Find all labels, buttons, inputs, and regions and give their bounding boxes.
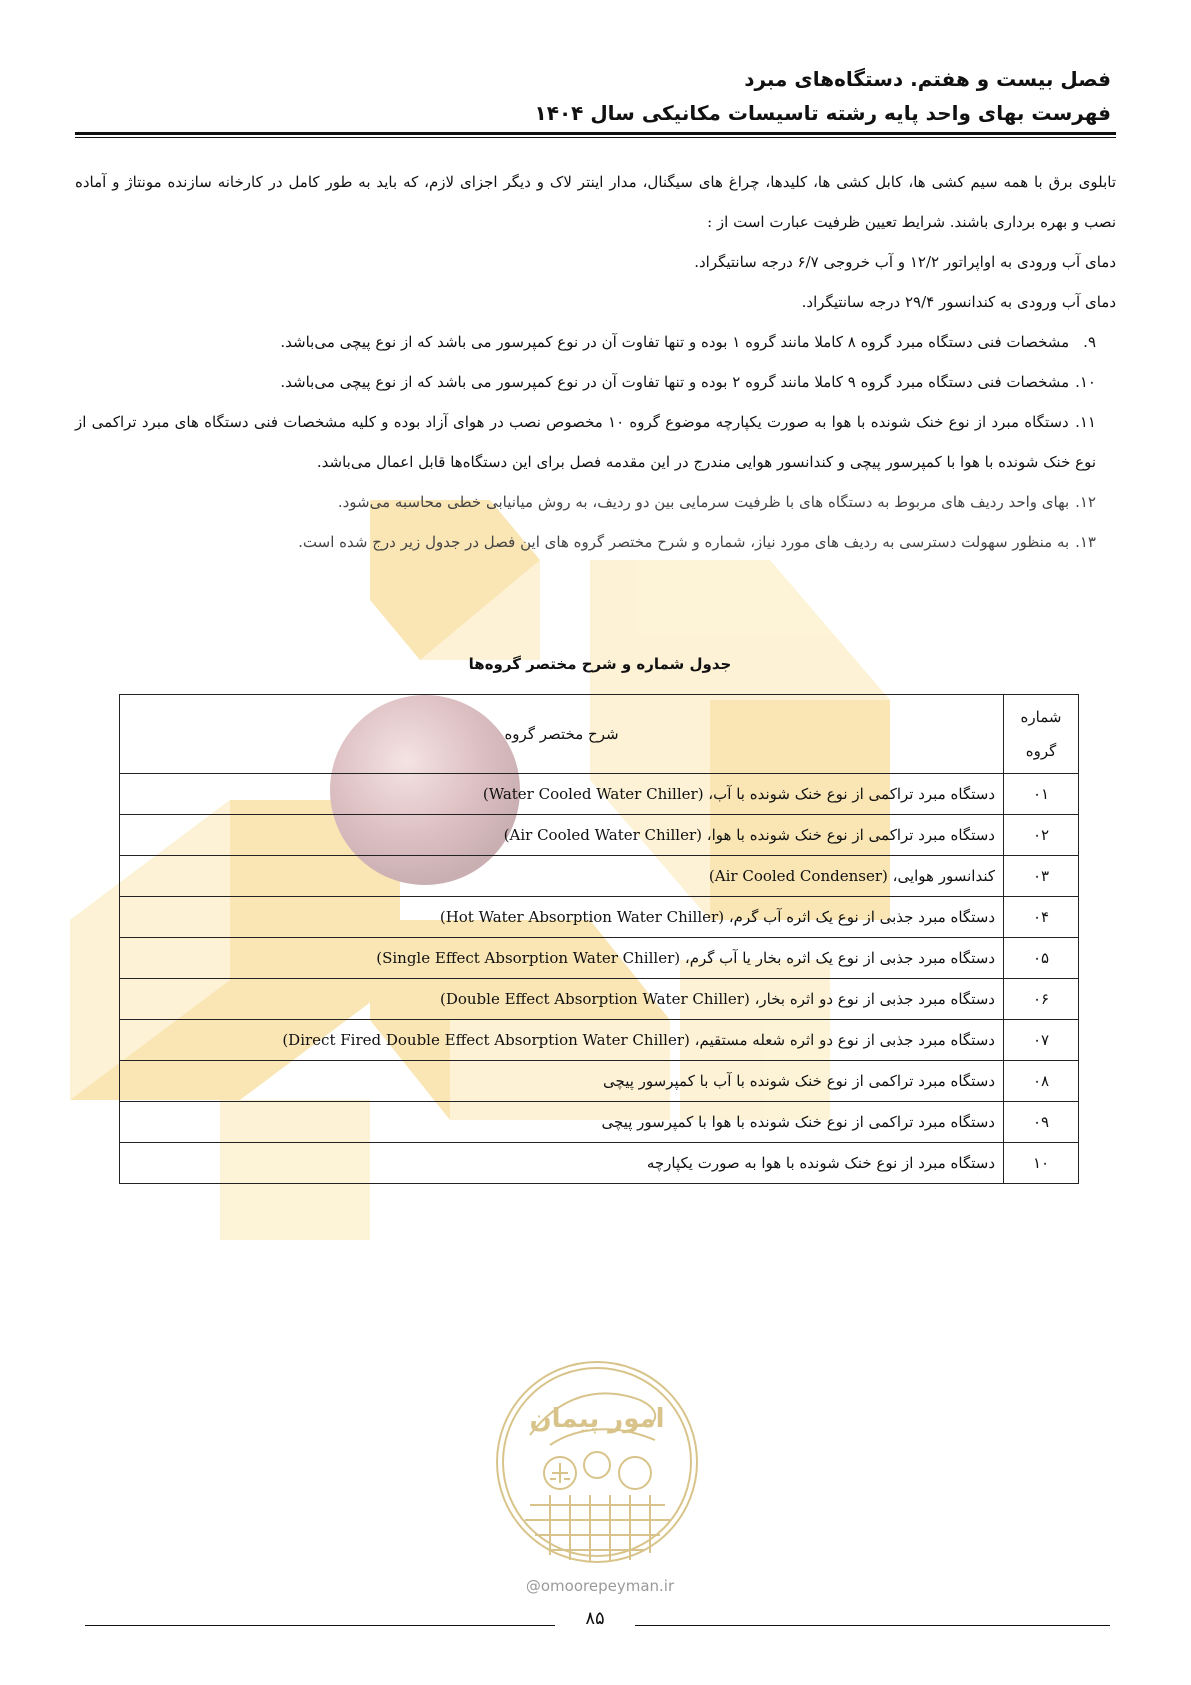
group-description: دستگاه مبرد جذبی از نوع یک اثره بخار یا آب گرم، (Single Effect Absorption Water Chiller) [120,938,1004,979]
note-item [75,362,1116,402]
table-row [120,774,1079,815]
paragraph-panel-description: تابلوی برق با همه سیم کشی ها، کابل کشی ها، کلیدها، چراغ های سیگنال، مدار اینتر لاک و دیگر اجزای لازم، که باید به طور کامل در کارخانه سازنده مونتاژ و آماده نصب و بهره برداری باشند. شرایط تعیین ظرفیت عبارت است از : [75,173,1116,231]
group-description: دستگاه مبرد تراکمی از نوع خنک شونده با هوا، (Air Cooled Water Chiller) [120,815,1004,856]
table-row [120,979,1079,1020]
page-number: ۸۵ [585,1608,605,1629]
groups-table [119,694,1079,1184]
table-row [120,1020,1079,1061]
note-number: ۱۱. [1075,413,1096,431]
note-item [75,522,1116,562]
column-header-description: شرح مختصر گروه [120,695,1004,774]
group-number: ۰۷ [1004,1020,1079,1061]
note-number: ۹. [1083,333,1096,351]
group-number: ۰۳ [1004,856,1079,897]
footer-rule-left [85,1625,555,1626]
group-number: ۰۴ [1004,897,1079,938]
table-row [120,856,1079,897]
group-description: دستگاه مبرد جذبی از نوع دو اثره شعله مستقیم، (Direct Fired Double Effect Absorption Water Chiller) [120,1020,1004,1061]
note-text: دستگاه مبرد از نوع خنک شونده با هوا به صورت یکپارچه موضوع گروه ۱۰ مخصوص نصب در هوای آزاد بوده و کلیه مشخصات فنی دستگاه های مبرد تراکمی از نوع خنک شونده با هوا با کمپرسور پیچی و کندانسور هوایی مندرج در این مقدمه فصل برای این دستگاه‌ها قابل اعمال می‌باشد. [75,413,1096,471]
note-number: ۱۰. [1075,373,1096,391]
note-text: بهای واحد ردیف های مربوط به دستگاه های با ظرفیت سرمایی بین دو ردیف، به روش میانیابی خطی محاسبه می‌شود. [337,493,1070,511]
note-number: ۱۲. [1075,493,1096,511]
note-item [75,322,1116,362]
group-description: کندانسور هوایی، (Air Cooled Condenser) [120,856,1004,897]
logo-url: @omoorepeyman.ir [525,1577,675,1595]
note-text: به منظور سهولت دسترسی به ردیف های مورد نیاز، شماره و شرح مختصر گروه های این فصل در جدول زیر درج شده است. [298,533,1070,551]
group-description: دستگاه مبرد جذبی از نوع دو اثره بخار، (Double Effect Absorption Water Chiller) [120,979,1004,1020]
paragraph-evaporator-condition: دمای آب ورودی به اواپراتور ۱۲/۲ و آب خروجی ۶/۷ درجه سانتیگراد. [694,253,1116,271]
table-row [120,1143,1079,1184]
paragraph-condenser-condition: دمای آب ورودی به کندانسور ۲۹/۴ درجه سانتیگراد. [801,293,1116,311]
header-rule-thick [75,132,1116,135]
chapter-notes [75,162,1116,562]
table-row [120,897,1079,938]
column-header-number [1004,695,1079,774]
table-row [120,1102,1079,1143]
table-header-row [120,695,1079,774]
group-number: ۰۶ [1004,979,1079,1020]
table-row [120,1061,1079,1102]
group-description: دستگاه مبرد از نوع خنک شونده با هوا به صورت یکپارچه [120,1143,1004,1184]
omoorepeyman-seal-logo [490,1355,705,1570]
table-row [120,938,1079,979]
note-text: مشخصات فنی دستگاه مبرد گروه ۹ کاملا مانند گروه ۲ بوده و تنها تفاوت آن در نوع کمپرسور می باشد که از نوع پیچی می‌باشد. [280,373,1070,391]
logo-text: امور پیمان [529,1404,665,1434]
group-description: دستگاه مبرد تراکمی از نوع خنک شونده با آب، (Water Cooled Water Chiller) [120,774,1004,815]
note-item [75,482,1116,522]
header-rule-thin [75,137,1116,138]
note-number: ۱۳. [1075,533,1096,551]
page-header [80,62,1111,130]
price-list-title: فهرست بهای واحد پایه رشته تاسیسات مکانیکی سال ۱۴۰۴ [534,101,1111,125]
column-header-number-line1: شماره [1020,708,1062,726]
note-item [75,402,1116,482]
group-number: ۰۵ [1004,938,1079,979]
group-number: ۰۹ [1004,1102,1079,1143]
column-header-number-line2: گروه [1025,742,1057,760]
table-caption: جدول شماره و شرح مختصر گروه‌ها [468,655,732,673]
group-number: ۰۱ [1004,774,1079,815]
group-number: ۰۸ [1004,1061,1079,1102]
footer-rule-right [635,1625,1110,1626]
group-number: ۱۰ [1004,1143,1079,1184]
group-number: ۰۲ [1004,815,1079,856]
group-description: دستگاه مبرد جذبی از نوع یک اثره آب گرم، (Hot Water Absorption Water Chiller) [120,897,1004,938]
note-text: مشخصات فنی دستگاه مبرد گروه ۸ کاملا مانند گروه ۱ بوده و تنها تفاوت آن در نوع کمپرسور می باشد که از نوع پیچی می‌باشد. [280,333,1070,351]
chapter-title: فصل بیست و هفتم. دستگاه‌های مبرد [744,67,1111,91]
group-description: دستگاه مبرد تراکمی از نوع خنک شونده با هوا با کمپرسور پیچی [120,1102,1004,1143]
group-description: دستگاه مبرد تراکمی از نوع خنک شونده با آب با کمپرسور پیچی [120,1061,1004,1102]
table-row [120,815,1079,856]
